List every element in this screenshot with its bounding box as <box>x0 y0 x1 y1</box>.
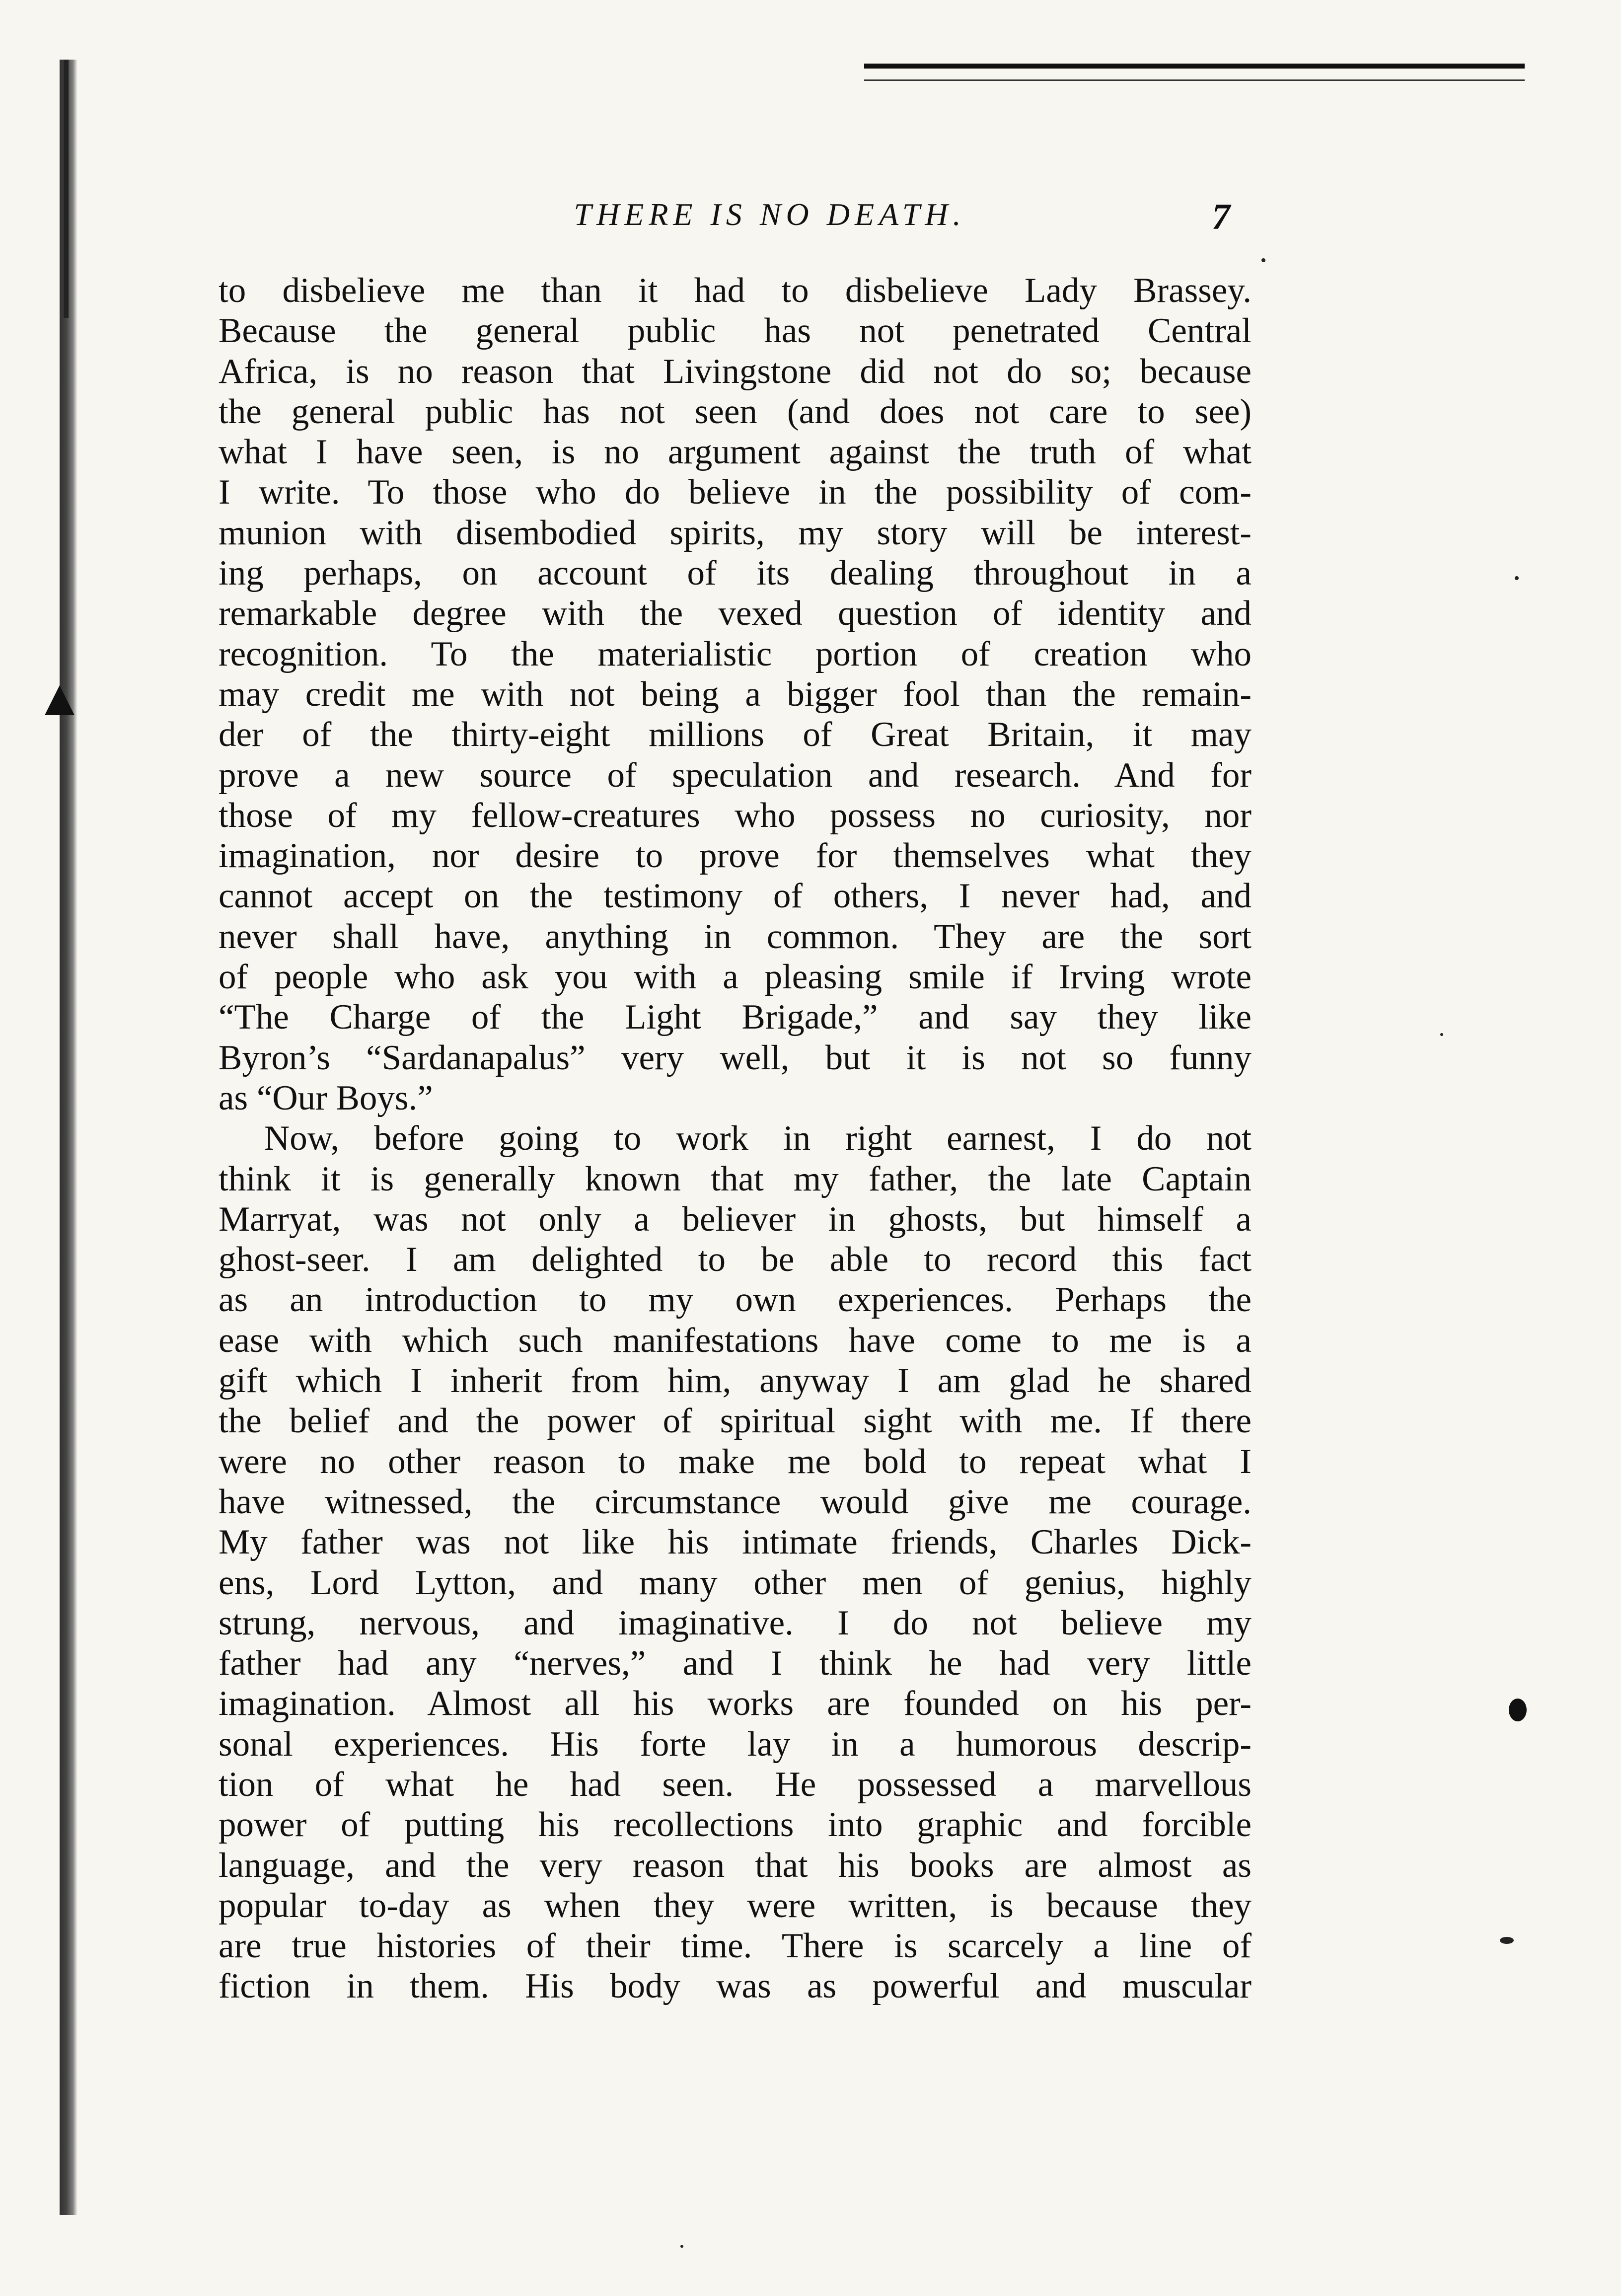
text-line: the belief and the power of spiritual sight with me. If there <box>219 1402 1252 1441</box>
text-line: “The Charge of the Light Brigade,” and say they like <box>219 998 1252 1037</box>
text-line: Because the general public has not penetrated Central <box>219 311 1252 351</box>
text-line: popular to-day as when they were written, is because they <box>219 1886 1252 1925</box>
text-line: to disbelieve me than it had to disbelieve Lady Brassey. <box>219 271 1252 310</box>
text-line: der of the thirty-eight millions of Great Britain, it may <box>219 715 1252 754</box>
text-line: ease with which such manifestations have come to me is a <box>219 1321 1252 1360</box>
text-line: imagination. Almost all his works are founded on his per- <box>219 1684 1252 1723</box>
text-line: were no other reason to make me bold to repeat what I <box>219 1442 1252 1481</box>
text-line: power of putting his recollections into graphic and forcible <box>219 1805 1252 1845</box>
text-line: never shall have, anything in common. They are the sort <box>219 917 1252 956</box>
text-line: think it is generally known that my father, the late Captain <box>219 1159 1252 1198</box>
text-line: ens, Lord Lytton, and many other men of genius, highly <box>219 1563 1252 1602</box>
paragraph-first-line: Now, before going to work in right earnest, I do not <box>264 1119 1252 1158</box>
binding-shadow <box>60 60 77 2215</box>
text-line: My father was not like his intimate friends, Charles Dick- <box>219 1523 1252 1562</box>
text-line: prove a new source of speculation and research. And for <box>219 755 1252 795</box>
text-line: tion of what he had seen. He possessed a marvellous <box>219 1765 1252 1804</box>
text-line: as an introduction to my own experiences. Perhaps the <box>219 1280 1252 1320</box>
text-line: what I have seen, is no argument against the truth of what <box>219 433 1252 472</box>
text-line: language, and the very reason that his books are almost as <box>219 1846 1252 1885</box>
text-line: fiction in them. His body was as powerful and muscular <box>219 1967 1252 2006</box>
text-line: father had any “nerves,” and I think he had very little <box>219 1644 1252 1683</box>
text-line: cannot accept on the testimony of others, I never had, and <box>219 877 1252 916</box>
text-line: those of my fellow-creatures who possess no curiosity, nor <box>219 796 1252 835</box>
text-line: have witnessed, the circumstance would give me courage. <box>219 1482 1252 1521</box>
text-line: of people who ask you with a pleasing smile if Irving wrote <box>219 958 1252 997</box>
text-line: Marryat, was not only a believer in ghosts, but himself a <box>219 1199 1252 1239</box>
text-line: recognition. To the materialistic portion of creation who <box>219 634 1252 673</box>
speckle <box>1500 1937 1514 1944</box>
text-line: are true histories of their time. There is scarcely a line of <box>219 1926 1252 1966</box>
binding-edge <box>64 60 69 318</box>
running-head: THERE IS NO DEATH. <box>574 197 966 232</box>
paragraph-end-line: as “Our Boys.” <box>219 1078 433 1117</box>
top-rule-thin <box>864 79 1525 81</box>
text-line: may credit me with not being a bigger fool than the remain- <box>219 674 1252 714</box>
page-number: 7 <box>1212 197 1230 237</box>
text-line: remarkable degree with the vexed question of identity and <box>219 594 1252 633</box>
ink-blot <box>1509 1699 1527 1721</box>
text-line: imagination, nor desire to prove for themselves what they <box>219 836 1252 876</box>
text-line: ghost-seer. I am delighted to be able to record this fact <box>219 1240 1252 1279</box>
speckle <box>680 2245 683 2248</box>
text-line: munion with disembodied spirits, my story will be interest- <box>219 513 1252 552</box>
text-line: Byron’s “Sardanapalus” very well, but it is not so funny <box>219 1038 1252 1077</box>
speckle <box>1440 1033 1443 1036</box>
text-line: ing perhaps, on account of its dealing throughout in a <box>219 554 1252 593</box>
speckle <box>1515 576 1519 580</box>
text-line: strung, nervous, and imaginative. I do not believe my <box>219 1603 1252 1642</box>
body-text <box>219 271 1252 2007</box>
text-line: sonal experiences. His forte lay in a humorous descrip- <box>219 1724 1252 1764</box>
text-line: I write. To those who do believe in the possibility of com- <box>219 473 1252 512</box>
top-rule <box>864 64 1525 69</box>
text-line: gift which I inherit from him, anyway I am glad he shared <box>219 1361 1252 1401</box>
text-line: the general public has not seen (and does not care to see) <box>219 392 1252 431</box>
text-line: Africa, is no reason that Livingstone did not do so; because <box>219 352 1252 391</box>
speckle <box>1261 258 1265 262</box>
